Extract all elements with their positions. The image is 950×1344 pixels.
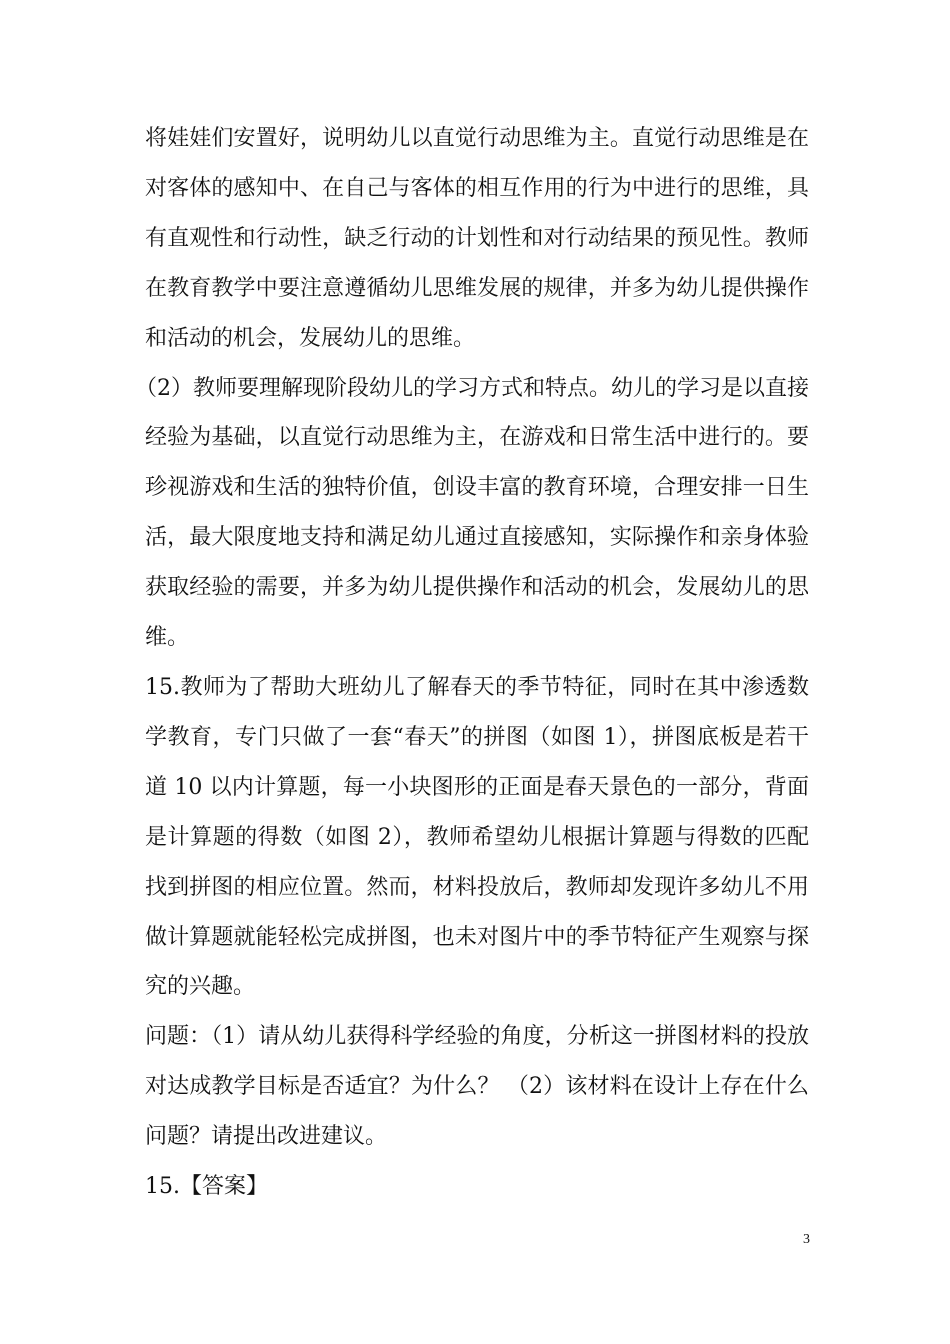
paragraph-question-15: 15.教师为了帮助大班幼儿了解春天的季节特征，同时在其中渗透数学教育，专门只做了一套“春天”的拼图（如图 1），拼图底板是若干道 10 以内计算题，每一小块图形的正面是春天景色的一部分，背面是计算题的得数（如图 2），教师希望幼儿根据计算题与得数的匹配找到拼图的相应位置。然而，材料投放后，教师却发现许多幼儿不用做计算题就能轻松完成拼图，也未对图片中的季节特征产生观察与探究的兴趣。 (145, 674, 809, 1000)
page-number: 3 (803, 1232, 810, 1247)
paragraph-thinking-explanation: 将娃娃们安置好，说明幼儿以直觉行动思维为主。直觉行动思维是在对客体的感知中、在自己与客体的相互作用的行为中进行的思维，具有直观性和行动性，缺乏行动的计划性和对行动结果的预见性。教师在教育教学中要注意遵循幼儿思维发展的规律，并多为幼儿提供操作和活动的机会，发展幼儿的思维。 (145, 126, 809, 351)
paragraph-answer-heading: 15.【答案】 (145, 1174, 268, 1200)
paragraph-learning-methods: （2）教师要理解现阶段幼儿的学习方式和特点。幼儿的学习是以直接经验为基础，以直觉行动思维为主，在游戏和日常生活中进行的。要珍视游戏和生活的独特价值，创设丰富的教育环境，合理安排一日生活，最大限度地支持和满足幼儿通过直接感知，实际操作和亲身体验获取经验的需要，并多为幼儿提供操作和活动的机会，发展幼儿的思维。 (135, 375, 809, 651)
document-body (135, 114, 809, 1212)
paragraph-questions: 问题：（1）请从幼儿获得科学经验的角度，分析这一拼图材料的投放对达成教学目标是否适宜？为什么？ （2）该材料在设计上存在什么问题？请提出改进建议。 (145, 1024, 809, 1150)
